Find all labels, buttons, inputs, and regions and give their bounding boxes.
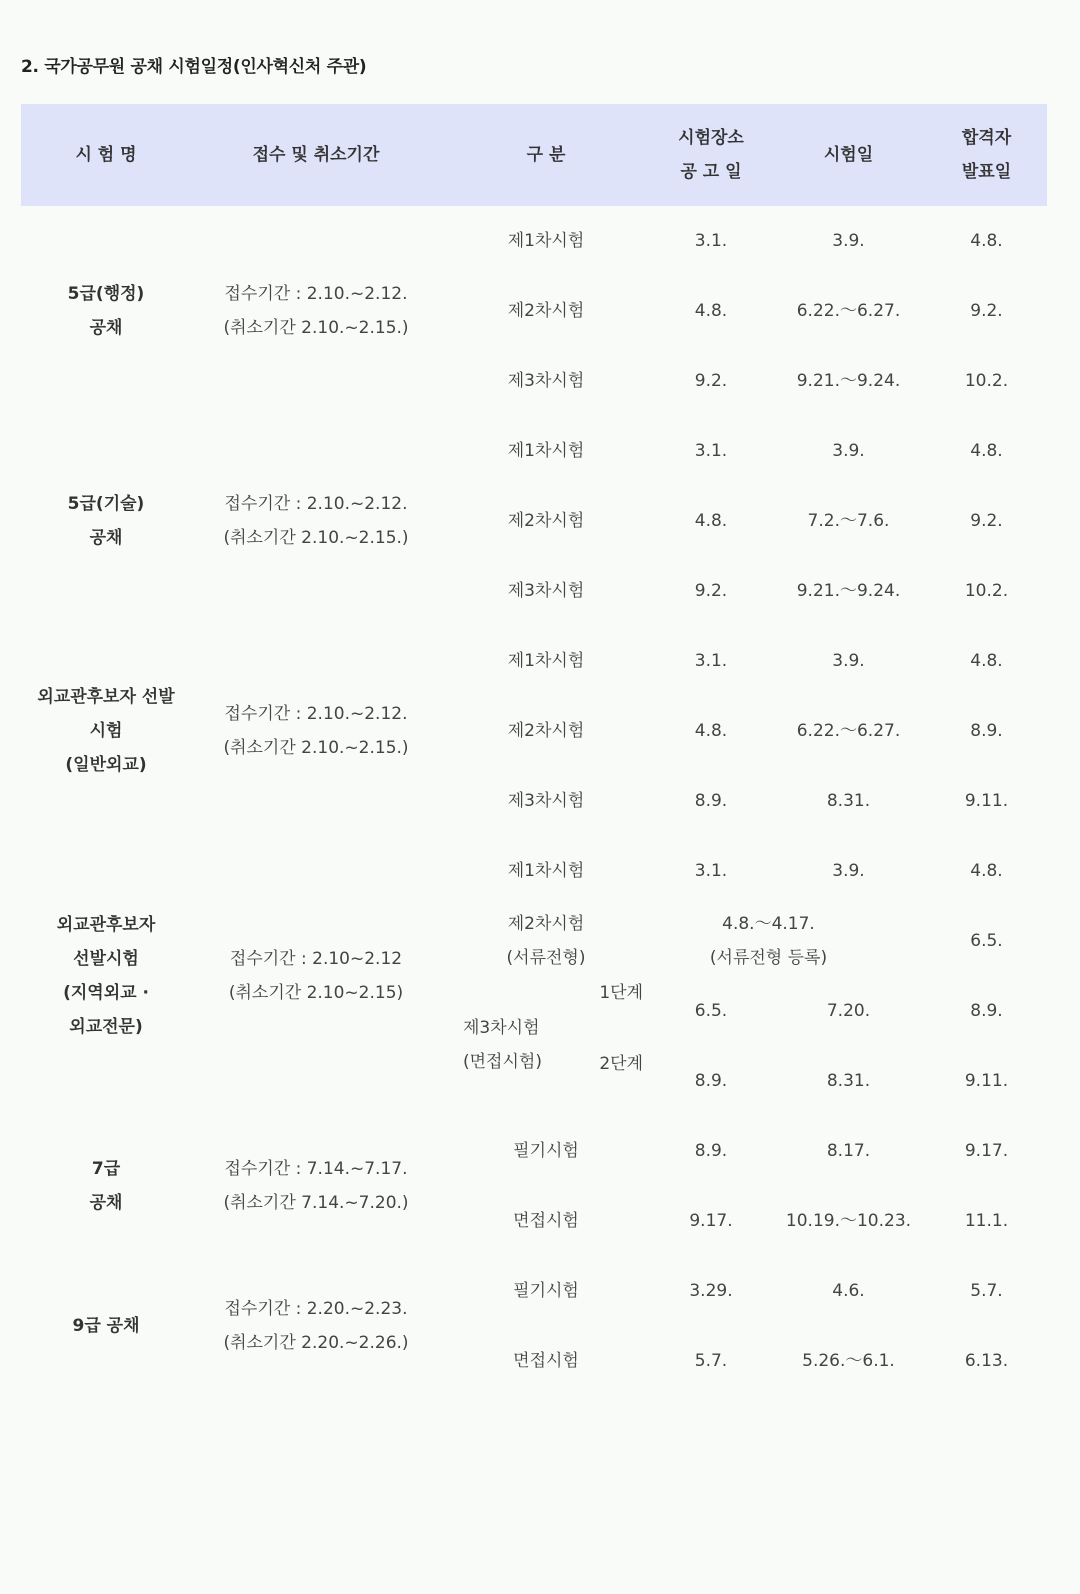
exam-type: 제2차시험 <box>507 511 585 531</box>
exam-name <box>21 626 191 836</box>
exam-name-line: 선발시험 <box>73 949 139 969</box>
period-line: (취소기간 2.10.~2.15.) <box>223 738 409 758</box>
header-name: 시 험 명 <box>21 104 191 206</box>
exam-type: 필기시험 <box>513 1281 579 1301</box>
result-date: 4.8. <box>970 231 1003 251</box>
exam-type-interview <box>441 976 651 1116</box>
table-row <box>21 206 1047 276</box>
exam-type: 제1차시험 <box>507 231 585 251</box>
exam-date: 3.9. <box>832 861 865 881</box>
exam-date: 3.9. <box>832 441 865 461</box>
table-header-row <box>21 104 1047 206</box>
result-date: 8.9. <box>970 1001 1003 1021</box>
result-date: 9.11. <box>964 791 1009 811</box>
exam-date: 10.19.～10.23. <box>785 1211 912 1231</box>
venue-notice-date: 3.1. <box>694 861 728 881</box>
period-line: 접수기간 : 2.20.~2.23. <box>224 1299 408 1319</box>
exam-type-line: (면접시험) <box>463 1052 542 1072</box>
header-venue-line1: 시험장소 <box>678 128 744 148</box>
venue-notice-date: 8.9. <box>694 1071 728 1091</box>
result-date: 4.8. <box>970 441 1003 461</box>
application-period <box>191 416 441 626</box>
exam-type-line: 제3차시험 <box>463 1018 540 1038</box>
venue-notice-date: 4.8. <box>694 511 728 531</box>
document-screening-line: (서류전형 등록) <box>709 948 828 968</box>
exam-type <box>441 906 651 976</box>
exam-type-line: 제2차시험 <box>507 914 585 934</box>
exam-name-line: 시험 <box>89 721 123 741</box>
exam-name <box>21 1256 191 1396</box>
document-screening-line: 4.8.～4.17. <box>722 914 815 934</box>
exam-date: 9.21.～9.24. <box>796 371 901 391</box>
exam-schedule-table <box>21 104 1047 1396</box>
venue-notice-date: 6.5. <box>694 1001 728 1021</box>
exam-name-line: (지역외교 · <box>63 983 149 1003</box>
application-period <box>191 836 441 1116</box>
result-date: 6.5. <box>970 931 1003 951</box>
period-line: 접수기간 : 2.10.~2.12. <box>224 494 408 514</box>
exam-name-line: 외교관후보자 선발 <box>37 687 175 707</box>
exam-name-line: 5급(행정) <box>67 284 145 304</box>
application-period <box>191 1256 441 1396</box>
period-line: 접수기간 : 7.14.~7.17. <box>224 1159 408 1179</box>
table-row <box>21 1256 1047 1326</box>
exam-type: 제2차시험 <box>507 721 585 741</box>
exam-date: 5.26.～6.1. <box>802 1351 895 1371</box>
venue-notice-date: 9.2. <box>694 371 728 391</box>
venue-notice-date: 8.9. <box>694 1141 728 1161</box>
result-date: 5.7. <box>970 1281 1003 1301</box>
exam-date: 7.20. <box>826 1001 871 1021</box>
exam-type-stage3 <box>463 1011 542 1079</box>
period-line: (취소기간 2.10.~2.15.) <box>223 528 409 548</box>
venue-notice-date: 3.1. <box>694 651 728 671</box>
period-line: 접수기간 : 2.10.~2.12. <box>224 704 408 724</box>
exam-date: 9.21.～9.24. <box>796 581 901 601</box>
result-date: 9.2. <box>970 511 1003 531</box>
exam-name-line: 7급 <box>91 1159 121 1179</box>
exam-date: 3.9. <box>832 651 865 671</box>
exam-name-line: 공채 <box>89 528 123 548</box>
venue-notice-date: 4.8. <box>694 721 728 741</box>
result-date: 4.8. <box>970 861 1003 881</box>
exam-date: 6.22.～6.27. <box>796 301 901 321</box>
exam-type: 제1차시험 <box>507 441 585 461</box>
exam-type: 제2차시험 <box>507 301 585 321</box>
exam-type: 제3차시험 <box>507 791 585 811</box>
period-line: (취소기간 2.10~2.15) <box>228 983 404 1003</box>
exam-date: 7.2.～7.6. <box>807 511 890 531</box>
exam-type: 제1차시험 <box>507 651 585 671</box>
exam-name-line: 공채 <box>89 1193 123 1213</box>
result-date: 9.2. <box>970 301 1003 321</box>
header-type: 구 분 <box>441 104 651 206</box>
exam-date: 8.31. <box>826 791 871 811</box>
venue-notice-date: 3.29. <box>689 1281 733 1301</box>
result-date: 10.2. <box>964 581 1009 601</box>
exam-name-line: (일반외교) <box>65 755 147 775</box>
exam-date: 8.17. <box>826 1141 871 1161</box>
venue-notice-date: 8.9. <box>694 791 728 811</box>
step-2-label: 2단계 <box>599 1054 643 1074</box>
result-date: 4.8. <box>970 651 1003 671</box>
header-exam-date: 시험일 <box>771 104 926 206</box>
exam-type: 필기시험 <box>513 1141 579 1161</box>
venue-notice-date: 4.8. <box>694 301 728 321</box>
header-period: 접수 및 취소기간 <box>191 104 441 206</box>
period-line: (취소기간 2.10.~2.15.) <box>223 318 409 338</box>
exam-date: 4.6. <box>832 1281 865 1301</box>
result-date: 9.11. <box>964 1071 1009 1091</box>
application-period <box>191 626 441 836</box>
header-result <box>926 104 1047 206</box>
header-venue-line2: 공 고 일 <box>680 162 742 182</box>
header-venue <box>651 104 771 206</box>
exam-type: 제1차시험 <box>507 861 585 881</box>
exam-name <box>21 836 191 1116</box>
exam-type: 제3차시험 <box>507 581 585 601</box>
application-period <box>191 1116 441 1256</box>
result-date: 9.17. <box>964 1141 1009 1161</box>
exam-type: 면접시험 <box>513 1351 579 1371</box>
result-date: 10.2. <box>964 371 1009 391</box>
section-title: 2. 국가공무원 공채 시험일정(인사혁신처 주관) <box>21 57 367 77</box>
period-line: 접수기간 : 2.10.~2.12. <box>224 284 408 304</box>
venue-notice-date: 5.7. <box>694 1351 728 1371</box>
step-1-label: 1단계 <box>599 983 643 1003</box>
period-line: 접수기간 : 2.10~2.12 <box>229 949 403 969</box>
result-date: 8.9. <box>970 721 1003 741</box>
exam-type-line: (서류전형) <box>506 948 586 968</box>
exam-name <box>21 1116 191 1256</box>
venue-notice-date: 3.1. <box>694 441 728 461</box>
exam-name-line: 공채 <box>89 318 123 338</box>
exam-name <box>21 206 191 416</box>
exam-type: 제3차시험 <box>507 371 585 391</box>
application-period <box>191 206 441 416</box>
exam-name <box>21 416 191 626</box>
result-date: 11.1. <box>964 1211 1009 1231</box>
exam-type: 면접시험 <box>513 1211 579 1231</box>
period-line: (취소기간 2.20.~2.26.) <box>223 1333 409 1353</box>
table-row <box>21 416 1047 486</box>
header-result-line2: 발표일 <box>961 162 1012 182</box>
exam-date: 8.31. <box>826 1071 871 1091</box>
result-date: 6.13. <box>964 1351 1009 1371</box>
exam-name-line: 외교관후보자 <box>56 915 156 935</box>
table-row <box>21 836 1047 906</box>
venue-notice-date: 9.2. <box>694 581 728 601</box>
table-row <box>21 626 1047 696</box>
venue-notice-date: 3.1. <box>694 231 728 251</box>
exam-name-line: 외교전문) <box>69 1017 143 1037</box>
exam-name-line: 5급(기술) <box>67 494 145 514</box>
exam-name-line: 9급 공채 <box>72 1316 140 1336</box>
exam-date: 6.22.～6.27. <box>796 721 901 741</box>
header-result-line1: 합격자 <box>961 128 1012 148</box>
document-screening-period <box>651 906 926 976</box>
period-line: (취소기간 7.14.~7.20.) <box>223 1193 409 1213</box>
exam-date: 3.9. <box>832 231 865 251</box>
venue-notice-date: 9.17. <box>689 1211 733 1231</box>
table-row <box>21 1116 1047 1186</box>
